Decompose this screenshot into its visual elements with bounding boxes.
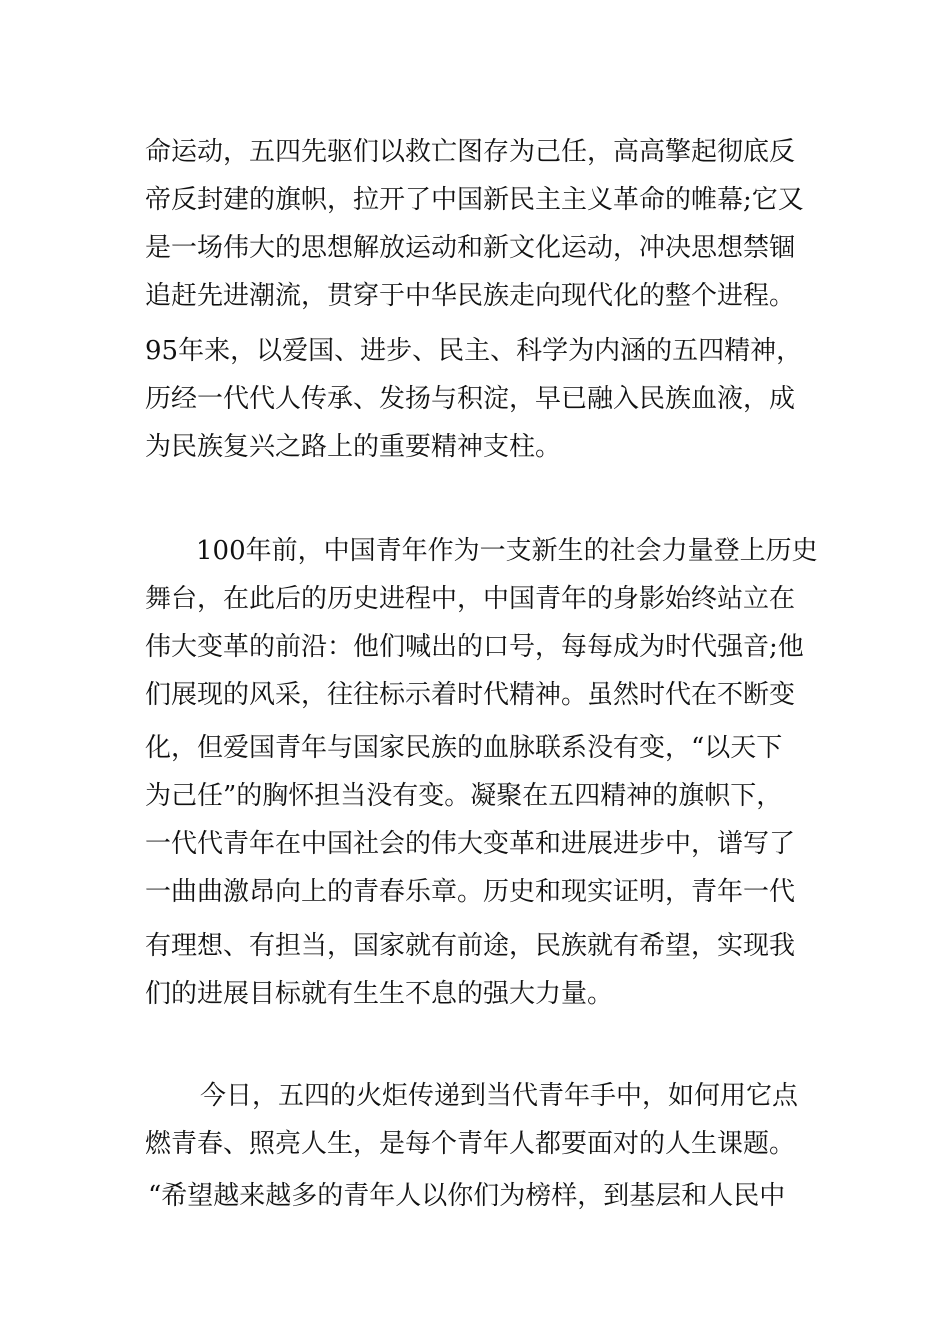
paragraph-line: 追赶先进潮流，贯穿于中华民族走向现代化的整个进程。 bbox=[145, 281, 796, 311]
paragraph-line: 们展现的风采，往往标示着时代精神。虽然时代在不断变 bbox=[145, 680, 796, 710]
paragraph-line: 95年来，以爱国、进步、民主、科学为内涵的五四精神， bbox=[145, 336, 803, 366]
paragraph-line: 今日，五四的火炬传递到当代青年手中，如何用它点 bbox=[200, 1081, 799, 1111]
paragraph-line: 一曲曲激昂向上的青春乐章。历史和现实证明，青年一代 bbox=[145, 877, 796, 907]
paragraph-line: 帝反封建的旗帜，拉开了中国新民主主义革命的帷幕;它又 bbox=[145, 185, 804, 215]
paragraph-line: 舞台，在此后的历史进程中，中国青年的身影始终站立在 bbox=[145, 584, 796, 614]
paragraph-line: 为己任”的胸怀担当没有变。凝聚在五四精神的旗帜下， bbox=[145, 781, 783, 811]
paragraph-line: 有理想、有担当，国家就有前途，民族就有希望，实现我 bbox=[145, 931, 796, 961]
paragraph-line: 命运动，五四先驱们以救亡图存为己任，高高擎起彻底反 bbox=[145, 137, 796, 167]
paragraph-line: 一代代青年在中国社会的伟大变革和进展进步中，谱写了 bbox=[145, 829, 796, 859]
paragraph-line: 伟大变革的前沿：他们喊出的口号，每每成为时代强音;他 bbox=[145, 632, 804, 662]
paragraph-line: 为民族复兴之路上的重要精神支柱。 bbox=[145, 432, 562, 462]
paragraph-line: 100年前，中国青年作为一支新生的社会力量登上历史 bbox=[196, 536, 818, 566]
paragraph-line: 历经一代代人传承、发扬与积淀，早已融入民族血液，成 bbox=[145, 384, 796, 414]
paragraph-line: 们的进展目标就有生生不息的强大力量。 bbox=[145, 979, 614, 1009]
paragraph-line: “希望越来越多的青年人以你们为榜样，到基层和人民中 bbox=[148, 1181, 786, 1211]
paragraph-line: 燃青春、照亮人生，是每个青年人都要面对的人生课题。 bbox=[145, 1129, 796, 1159]
paragraph-line: 化，但爱国青年与国家民族的血脉联系没有变，“以天下 bbox=[145, 733, 783, 763]
paragraph-line: 是一场伟大的思想解放运动和新文化运动，冲决思想禁锢 bbox=[145, 233, 796, 263]
